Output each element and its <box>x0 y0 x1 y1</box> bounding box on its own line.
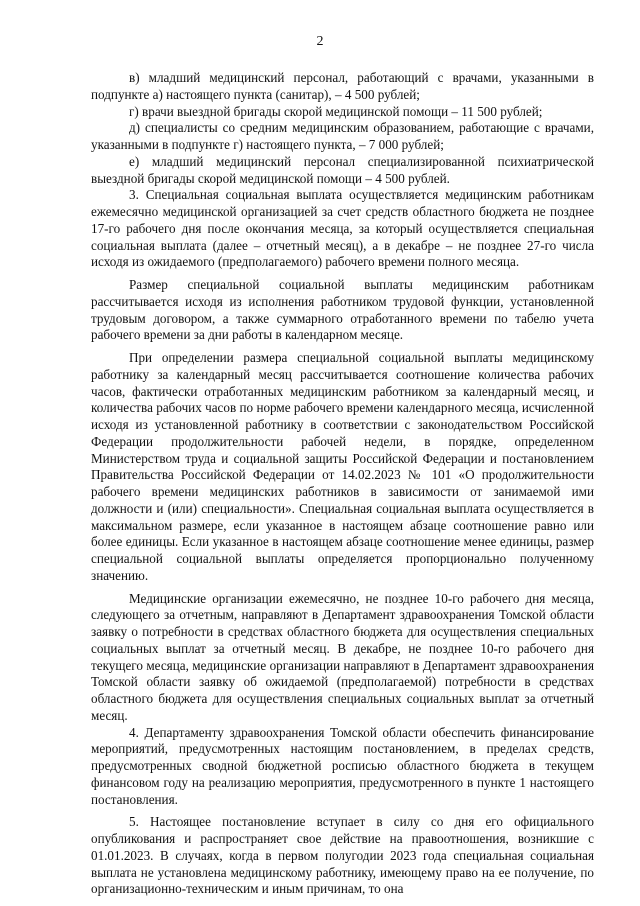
paragraph-payment-calculation: При определении размера специальной социальной выплаты медицинскому работнику за календарный месяц рассчитывается соотношение количества рабочих часов, фактически отработанных медицинским работником за календарный месяц, и количества рабочих часов по норме рабочего времени календарного месяца, исчисленной исходя из установленной работнику в соответствии с законодательством Российской Федерации продолжительности рабочей недели, в порядке, определенном Министерством труда и социальной защиты Российской Федерации и постановлением Правительства Российской Федерации от 14.02.2023 № 101 «О продолжительности рабочего времени медицинских работников в зависимости от занимаемой ими должности и (или) специальности». Специальная социальная выплата осуществляется в максимальном размере, если указанное в настоящем абзаце соотношение равно или более единицы. Если указанное в настоящем абзаце соотношение менее единицы, размер специальной социальной выплаты определяется пропорционально полученному значению. <box>91 350 594 583</box>
paragraph-3e: е) младший медицинский персонал специализированной психиатрической выездной бригады скорой медицинской помощи – 4 500 рублей. <box>91 153 594 186</box>
paragraph-3d: д) специалисты со средним медицинским образованием, работающие с врачами, указанными в подпункте г) настоящего пункта, – 7 000 рублей; <box>91 120 594 152</box>
document-body <box>91 70 594 898</box>
paragraph-item-3: 3. Специальная социальная выплата осуществляется медицинским работникам ежемесячно медицинской организацией за счет средств областного бюджета не позднее 17-го рабочего дня после окончания месяца, за который осуществляется специальная социальная выплата (далее – отчетный месяц), а в декабре – не позднее 27-го числа исходя из ожидаемого (предполагаемого) рабочего времени полного месяца. <box>91 187 594 270</box>
paragraph-organizations-request: Медицинские организации ежемесячно, не позднее 10-го рабочего дня месяца, следующего за отчетным, направляют в Департамент здравоохранения Томской области заявку о потребности в средствах областного бюджета для осуществления специальных социальных выплат за отчетный месяц. В декабре, не позднее 10-го рабочего дня текущего месяца, медицинские организации направляют в Департамент здравоохранения Томской области заявку об ожидаемой (предполагаемой) потребности в средствах областного бюджета для осуществления специальных социальных выплат за отчетный месяц. <box>91 590 594 723</box>
paragraph-item-5: 5. Настоящее постановление вступает в силу со дня его официального опубликования и распространяет свое действие на правоотношения, возникшие с 01.01.2023. В случаях, когда в первом полугодии 2023 года специальная социальная выплата не установлена медицинскому работнику, имеющему право на ее получение, по организационно-техническим и иным причинам, то она <box>91 814 594 897</box>
page-number: 2 <box>316 34 324 49</box>
paragraph-item-4: 4. Департаменту здравоохранения Томской области обеспечить финансирование мероприятий, предусмотренных настоящим постановлением, в пределах средств, предусмотренных сводной бюджетной росписью областного бюджета в текущем финансовом году на реализацию мероприятия, предусмотренного в пункте 1 настоящего постановления. <box>91 724 594 807</box>
paragraph-3v: в) младший медицинский персонал, работающий с врачами, указанными в подпункте а) настоящего пункта (санитар), – 4 500 рублей; <box>91 70 594 102</box>
paragraph-payment-size: Размер специальной социальной выплаты медицинским работникам рассчитывается исходя из исполнения работником трудовой функции, установленной трудовым договором, а также суммарного отработанного времени по табелю учета рабочего времени за дни работы в календарном месяце. <box>91 277 594 343</box>
paragraph-3g: г) врачи выездной бригады скорой медицинской помощи – 11 500 рублей; <box>129 103 543 119</box>
